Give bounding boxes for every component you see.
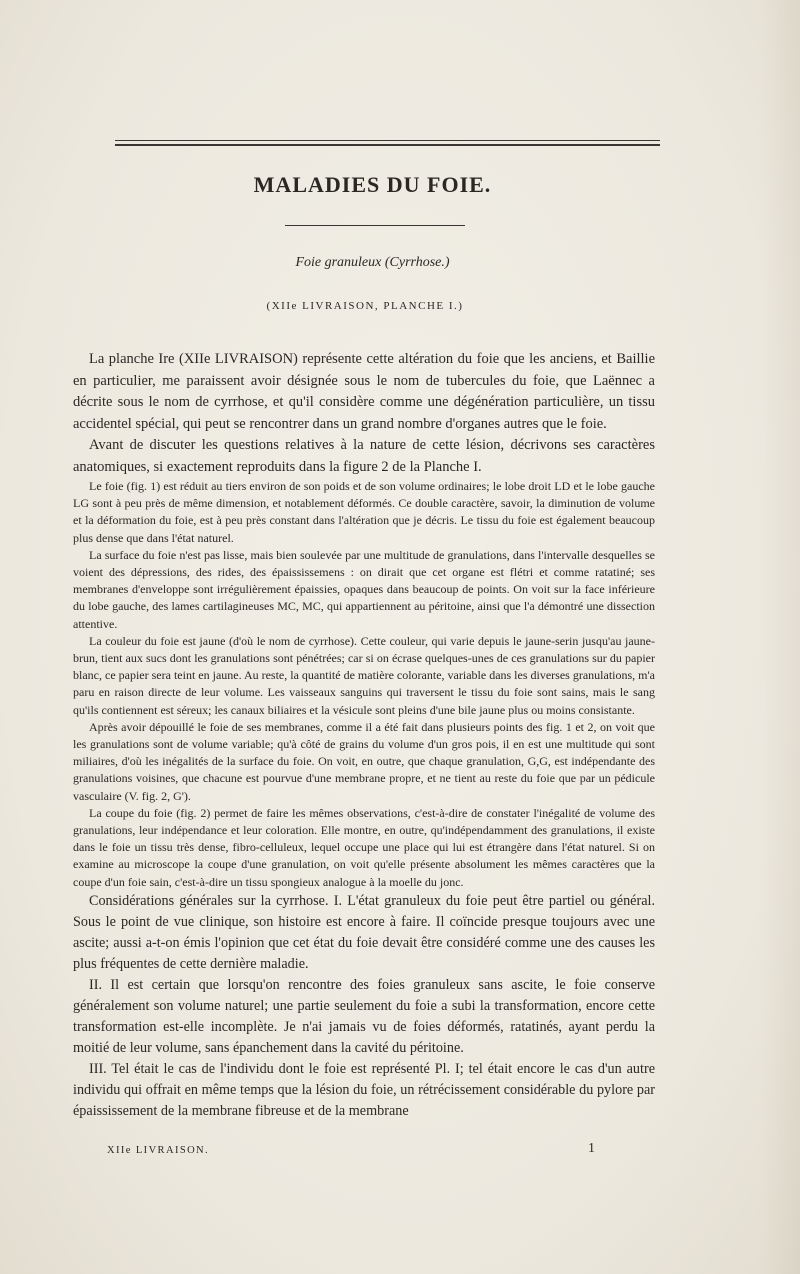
paragraph-7: La coupe du foie (fig. 2) permet de faire les mêmes observations, c'est-à-dire de constater l'inégalité de volume des granulations, leur indépendance et leur coloration. Elle montre, en outre, qu'indépendamment des granulations, il existe dans le foie un tissu très dense, fibro-celluleux, lequel occupe une place qui lui est étrangère dans l'état naturel. Si on examine au microscope la coupe d'une granulation, on voit qu'elle présente absolument les mêmes caractères que la coupe d'un foie sain, c'est-à-dire un tissu spongieux analogue à la moelle du jonc. [73,805,655,889]
body-text [73,349,655,1122]
footer-livraison: XIIe LIVRAISON. [107,1145,210,1156]
paragraph-2: Avant de discuter les questions relatives à la nature de cette lésion, décrivons ses caractères anatomiques, si exactement reproduits dans la figure 2 de la Planche I. [73,437,655,475]
paragraph-9: II. Il est certain que lorsqu'on rencontre des foies granuleux sans ascite, le foie conserve généralement son volume naturel; une partie seulement du foie a subi la transformation, encore cette transformation est-elle incomplète. Je n'ai jamais vu de foies déformés, ratatinés, ayant perdu la moitié de leur volume, sans épanchement dans la cavité du péritoine. [73,976,655,1056]
paragraph-3: Le foie (fig. 1) est réduit au tiers environ de son poids et de son volume ordinaires; le lobe droit LD et le lobe gauche LG sont à peu près de même dimension, et notablement déformés. Ce double caractère, savoir, la diminution de volume et la déformation du foie, est à peu près constant dans l'altération que je décris. Le tissu du foie est également beaucoup plus dense que dans l'état naturel. [73,479,655,545]
paragraph-8: Considérations générales sur la cyrrhose. I. L'état granuleux du foie peut être partiel ou général. Sous le point de vue clinique, son histoire est encore à faire. Il coïncide presque toujours avec une ascite; aussi a-t-on émis l'opinion que cet état du foie devait être considéré comme une des causes les plus fréquentes de cette dernière maladie. [73,892,655,972]
paragraph-4: La surface du foie n'est pas lisse, mais bien soulevée par une multitude de granulations, dans l'intervalle desquelles se voient des dépressions, des rides, des épaississemens : on dirait que cet organe est flétri et comme ratatiné; ses membranes d'enveloppe sont irrégulièrement épaissies, opaques dans beaucoup de points. On voit sur la face inférieure du lobe gauche, des lames cartilagineuses MC, MC, qui appartiennent au péritoine, ainsi que l'a démontré une dissection attentive. [73,547,655,631]
paragraph-6: Après avoir dépouillé le foie de ses membranes, comme il a été fait dans plusieurs points des fig. 1 et 2, on voit que les granulations sont de volume variable; qu'à côté de grains du volume d'un gros pois, il en est une multitude qui sont miliaires, d'où les inégalités de la surface du foie. On voit, en outre, que chaque granulation, G,G, est indépendante des granulations voisines, que chacune est pourvue d'une membrane propre, et ne tient au reste du foie que par un pédicule vasculaire (V. fig. 2, G'). [73,719,655,803]
paragraph-5: La couleur du foie est jaune (d'où le nom de cyrrhose). Cette couleur, qui varie depuis le jaune-serin jusqu'au jaune-brun, tient aux sucs dont les granulations sont pénétrées; car si on écrase quelques-unes de ces granulations sur du papier blanc, ce papier sera teint en jaune. Au reste, la quantité de matière colorante, variable dans les diverses granulations, m'a paru en raison directe de leur volume. Les vaisseaux sanguins qui traversent le tissu du foie sont sains, mais le sang qu'ils contiennent est séreux; les canaux biliaires et la vésicule sont pleins d'une bile jaune plus ou moins consistante. [73,633,655,717]
page-edge-shadow [760,0,800,1274]
paragraph-10: III. Tel était le cas de l'individu dont le foie est représenté Pl. I; tel était encore le cas d'un autre individu qui offrait en même temps que la lésion du foie, un rétrécissement considérable du pylore par épaississement de la membrane fibreuse et de la membrane [73,1060,655,1119]
page-title: MALADIES DU FOIE. [253,172,492,197]
page-number: 1 [588,1141,595,1156]
plate-reference: (XIIe LIVRAISON, PLANCHE I.) [266,300,464,312]
paragraph-1: La planche Ire (XIIe LIVRAISON) représente cette altération du foie que les anciens, et Baillie en particulier, me paraissent avoir désignée sous le nom de tubercules du foie, que Laënnec a décrite sous le nom de cyrrhose, et qu'il considère comme une dégénération particulière, un tissu accidentel spécial, qui peut se rencontrer dans un grand nombre d'organes autres que le foie. [73,351,655,432]
top-double-rule [115,140,660,146]
section-subtitle: Foie granuleux (Cyrrhose.) [295,255,450,270]
title-divider [285,225,465,226]
